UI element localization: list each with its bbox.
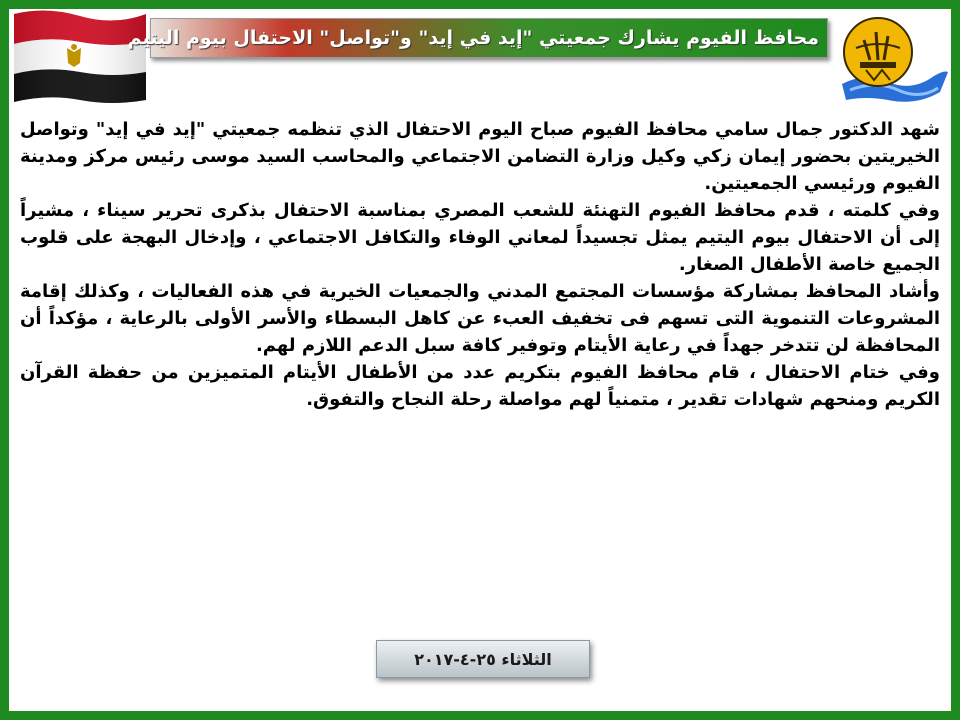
egypt-flag-icon [10,8,148,104]
article-paragraph: شهد الدكتور جمال سامي محافظ الفيوم صباح اليوم الاحتفال الذي تنظمه جمعيتي "إيد في إيد" وتواصل الخيريتين بحضور إيمان زكي وكيل وزارة التضامن الاجتماعي والمحاسب السيد موسى رئيس مركز ومدينة الفيوم ورئيسي الجمعيتين. [20,119,940,194]
publish-date: الثلاثاء ٢٥-٤-٢٠١٧ [414,649,552,669]
date-badge [376,640,590,678]
title-banner [127,18,828,58]
article-paragraph: وفي كلمته ، قدم محافظ الفيوم التهنئة للشعب المصري بمناسبة الاحتفال بذكرى تحرير سيناء ، مشيراً إلى أن الاحتفال بيوم اليتيم يمثل تجسيداً لمعاني الوفاء والتكافل الاجتماعي ، وإدخال البهجة على قلوب الجميع خاصة الأطفال الصغار. [20,200,940,275]
governorate-logo-icon [836,10,950,108]
page-title: محافظ الفيوم يشارك جمعيتي "إيد في إيد" و"تواصل" الاحتفال بيوم اليتيم [127,27,819,49]
article-body [20,116,940,413]
article-paragraph: وفي ختام الاحتفال ، قام محافظ الفيوم بتكريم عدد من الأطفال الأيتام المتميزين من حفظة القرآن الكريم ومنحهم شهادات تقدير ، متمنياً لهم مواصلة رحلة النجاح والتفوق. [20,362,940,410]
article-paragraph: وأشاد المحافظ بمشاركة مؤسسات المجتمع المدني والجمعيات الخيرية في هذه الفعاليات ، وكذلك إقامة المشروعات التنموية التى تسهم فى تخفيف العبء عن كاهل البسطاء والأسر الأولى بالرعاية ، مؤكداً أن المحافظة لن تتدخر جهداً في رعاية الأيتام وتوفير كافة سبل الدعم اللازم لهم. [20,281,940,356]
